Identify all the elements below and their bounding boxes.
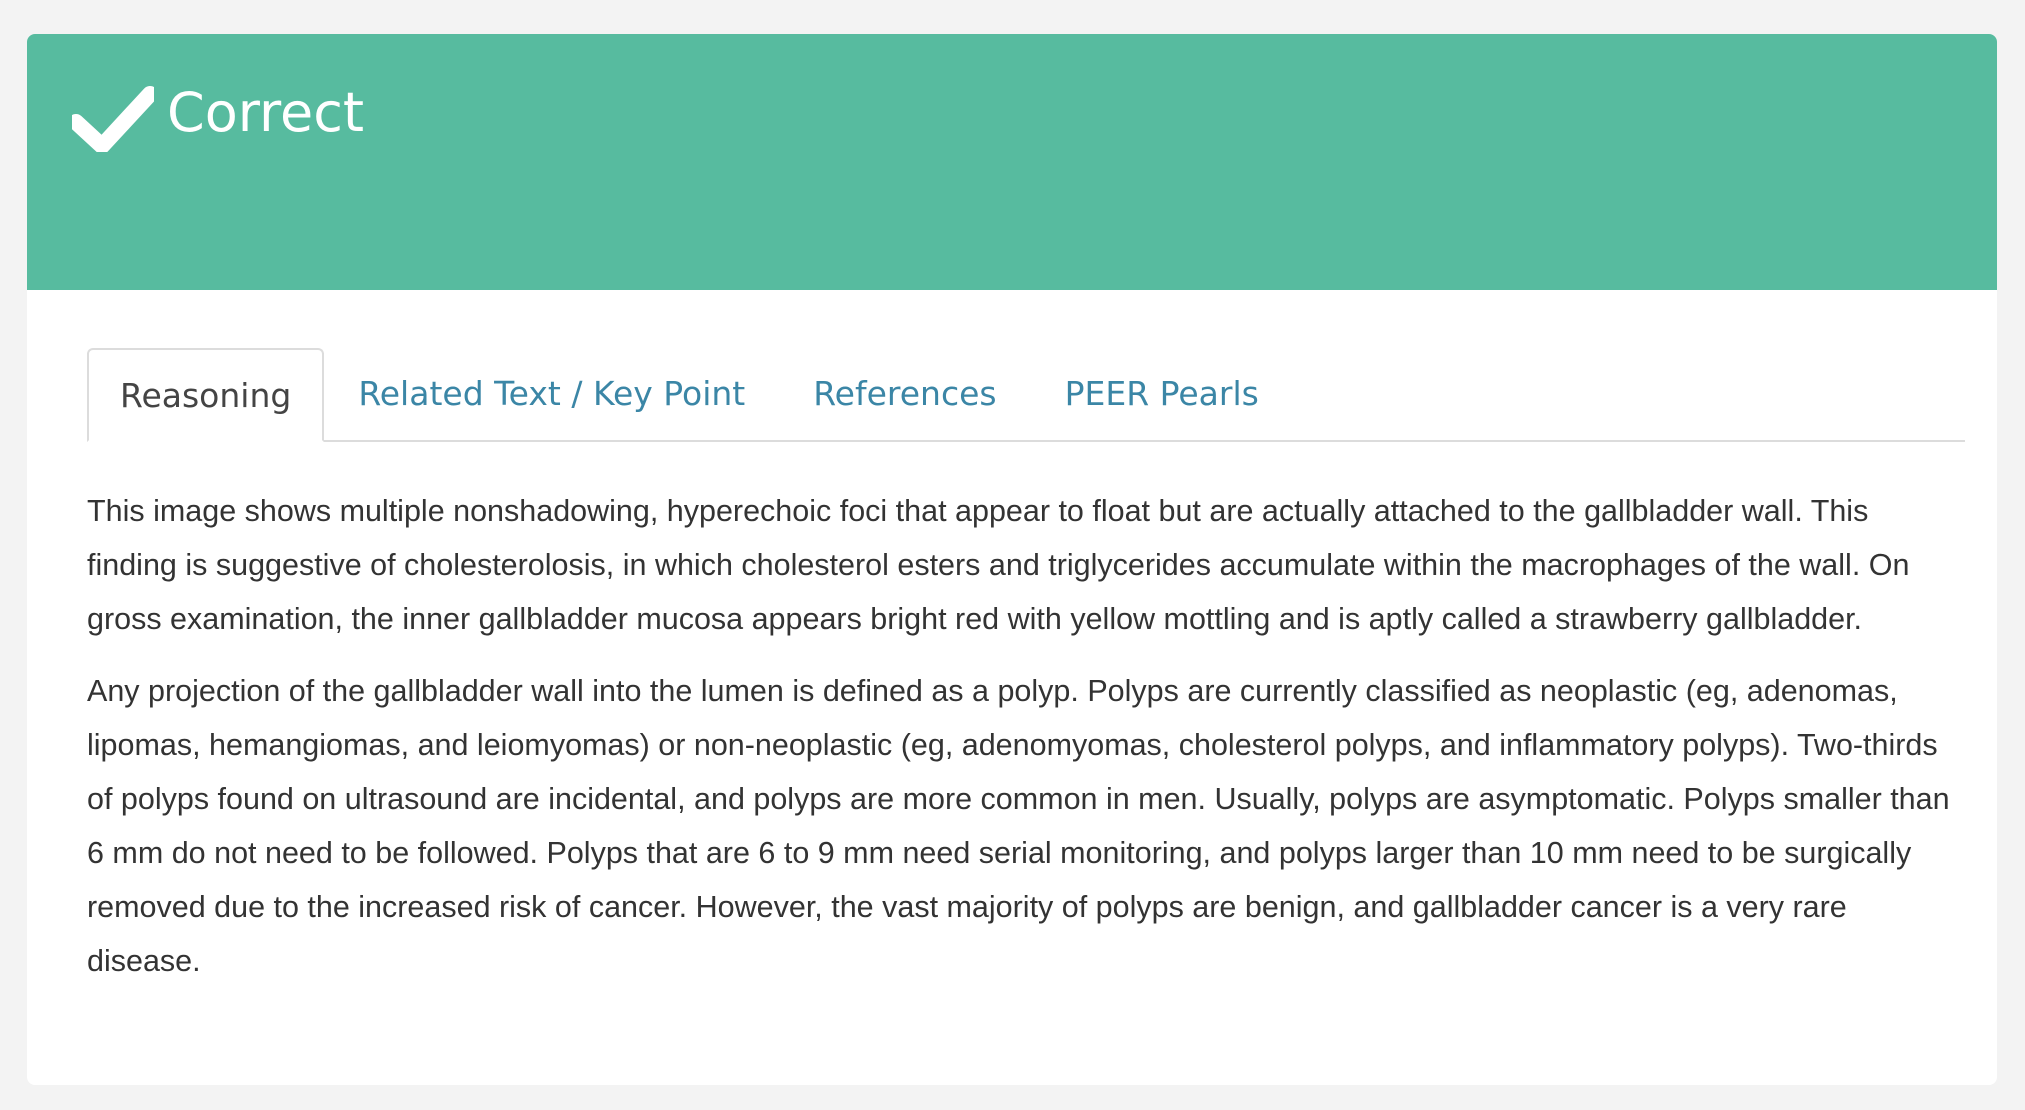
reasoning-content — [87, 484, 1965, 988]
reasoning-paragraph: This image shows multiple nonshadowing, hyperechoic foci that appear to float but are actually attached to the gallbladder wall. This finding is suggestive of cholesterolosis, in which cholesterol esters and triglycerides accumulate within the macrophages of the wall. On gross examination, the inner gallbladder mucosa appears bright red with yellow mottling and is aptly called a strawberry gallbladder. — [87, 494, 1910, 636]
checkmark-icon — [72, 86, 154, 152]
tab-bar — [87, 350, 1965, 442]
tab-related-text-key-point[interactable]: Related Text / Key Point — [358, 374, 746, 413]
tab-references[interactable]: References — [813, 374, 997, 413]
tab-reasoning[interactable]: Reasoning — [87, 348, 324, 442]
result-card — [27, 34, 1997, 1085]
result-banner — [27, 34, 1997, 290]
reasoning-paragraph: Any projection of the gallbladder wall into the lumen is defined as a polyp. Polyps are currently classified as neoplastic (eg, adenomas, lipomas, hemangiomas, and leiomyomas) or non-neoplastic (eg, adenomyomas, cholesterol polyps, and inflammatory polyps). Two-thirds of polyps found on ultrasound are incidental, and polyps are more common in men. Usually, polyps are asymptomatic. Polyps smaller than 6 mm do not need to be followed. Polyps that are 6 to 9 mm need serial monitoring, and polyps larger than 10 mm need to be surgically removed due to the increased risk of cancer. However, the vast majority of polyps are benign, and gallbladder cancer is a very rare disease. — [87, 674, 1950, 978]
tab-peer-pearls[interactable]: PEER Pearls — [1064, 374, 1259, 413]
result-title: Correct — [167, 81, 365, 144]
explanation-panel — [87, 350, 1965, 1006]
